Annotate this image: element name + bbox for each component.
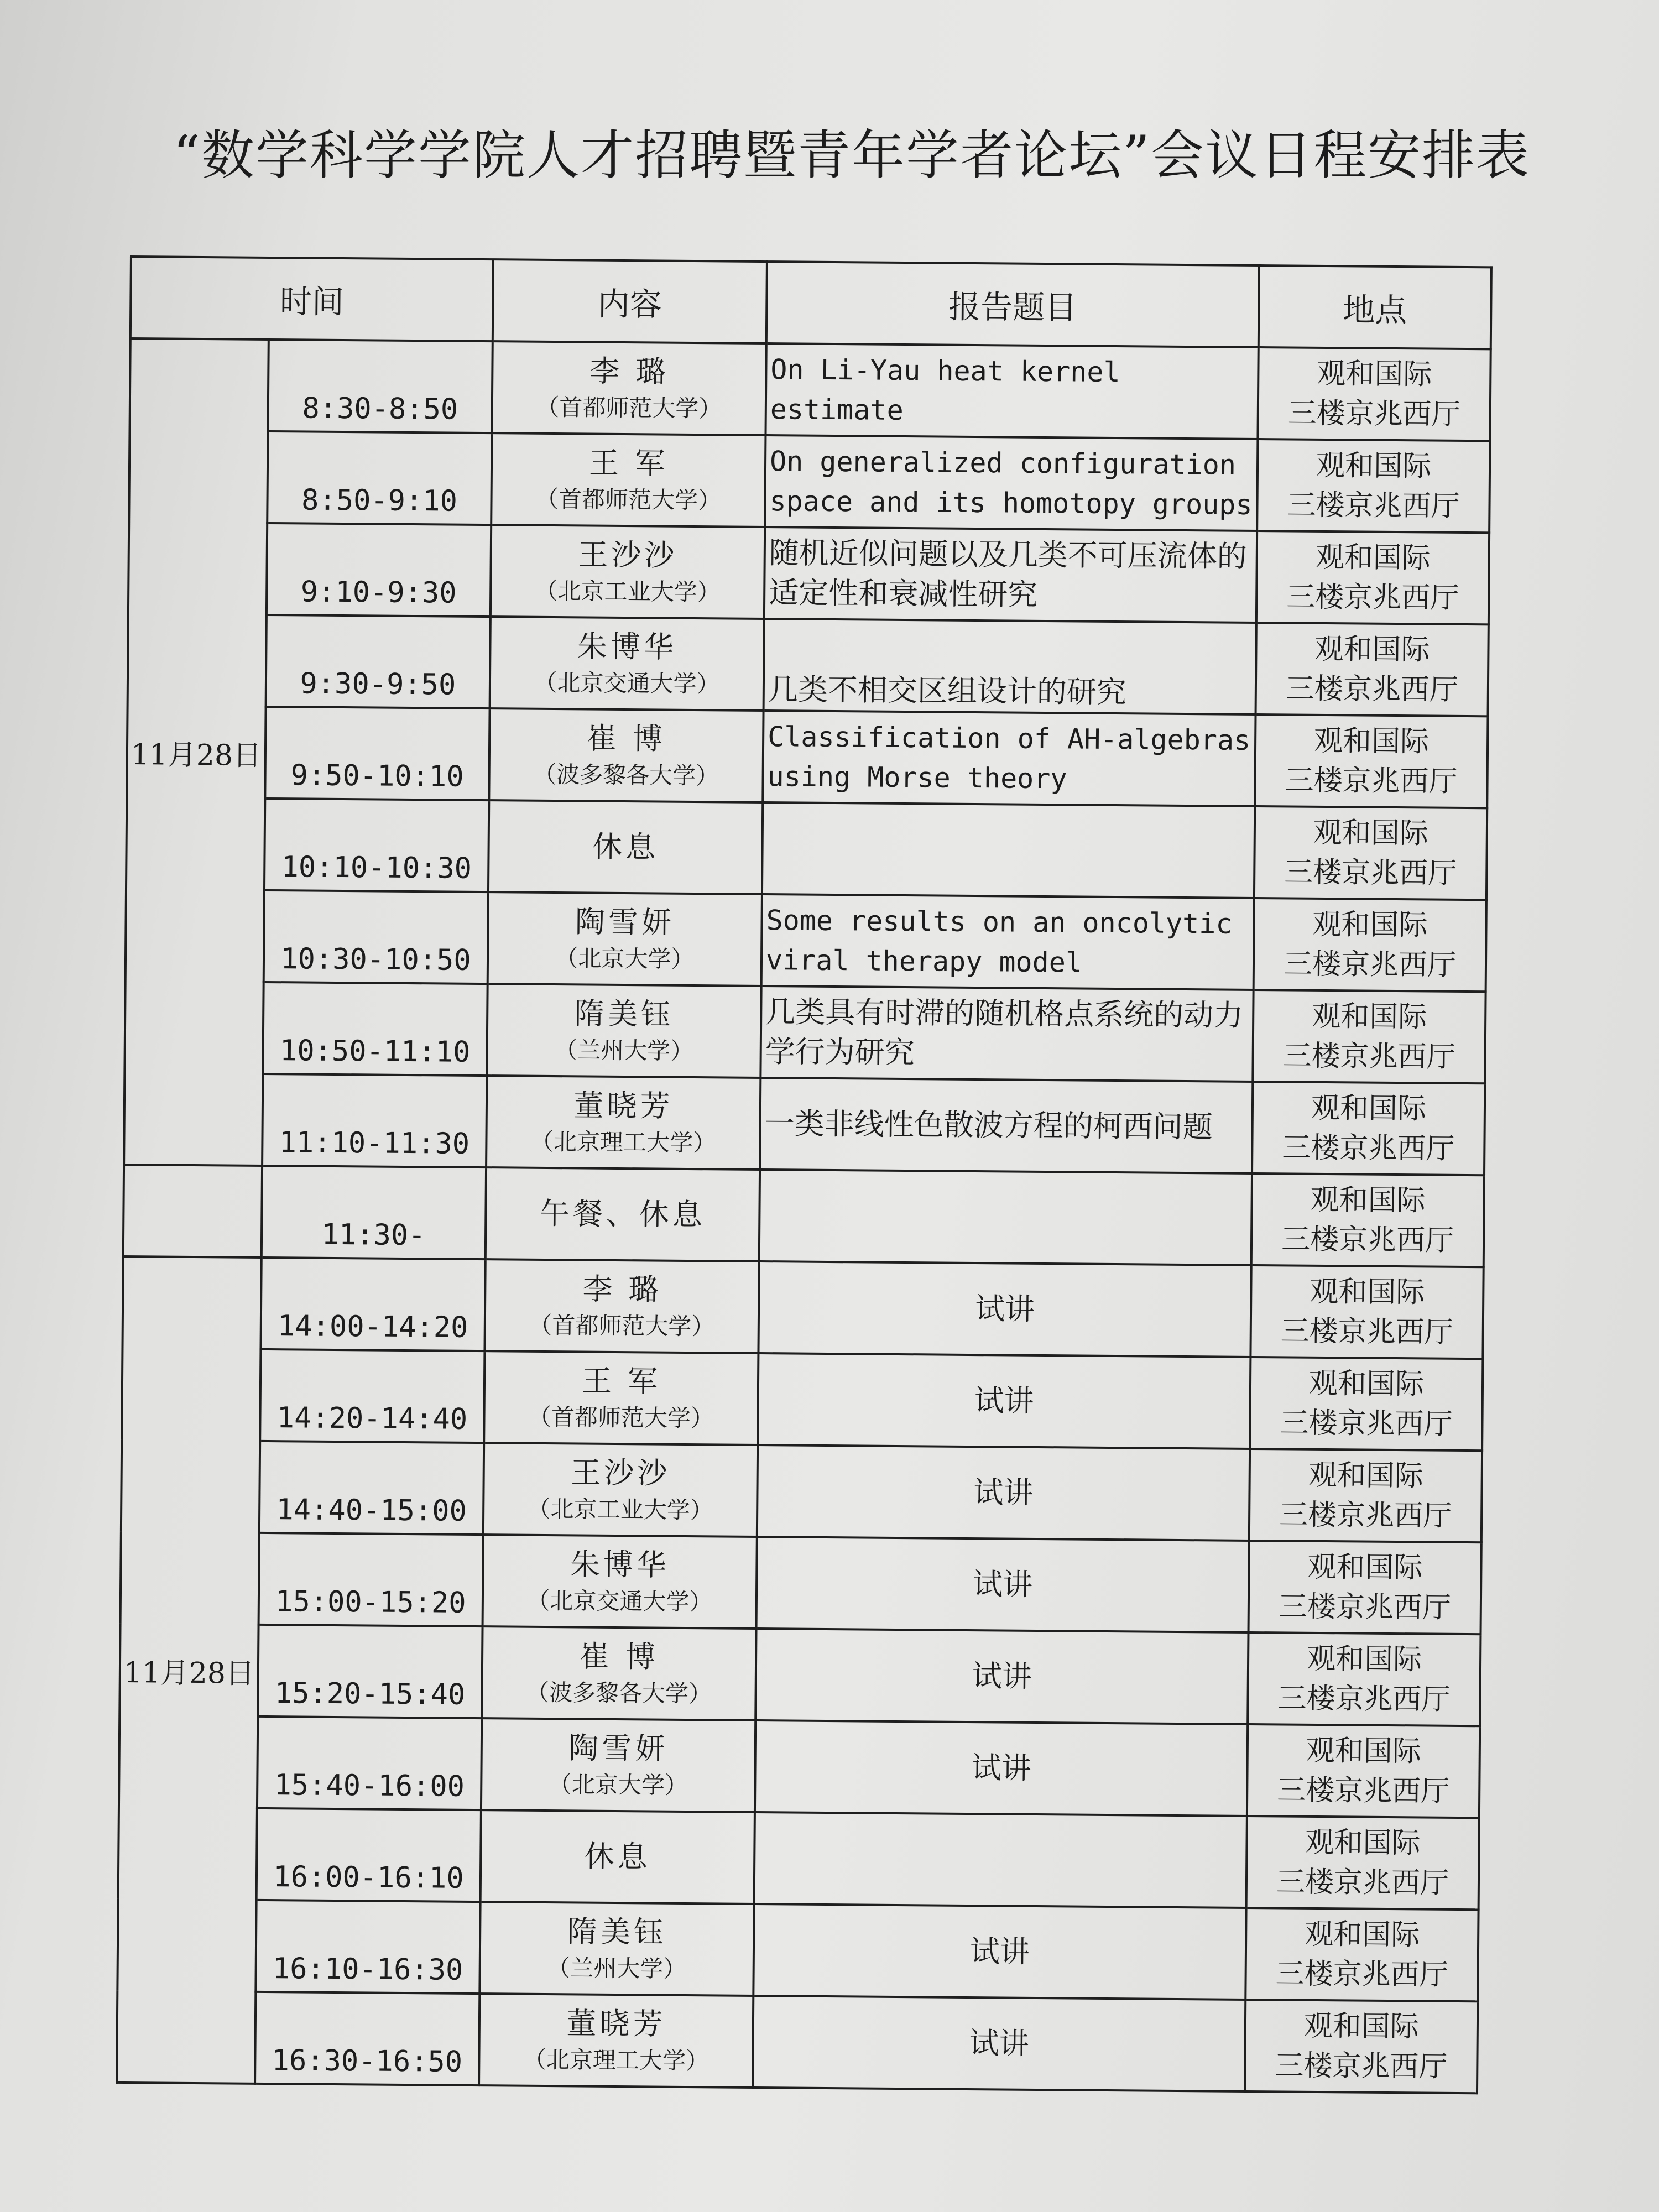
date-cell-morning: 11月28日 xyxy=(124,338,269,1166)
topic-cell: 试讲 xyxy=(758,1261,1251,1357)
topic-cell: Some results on an oncolytic viral therapy model xyxy=(761,894,1254,990)
speaker-cell xyxy=(484,1259,759,1353)
speaker-name: 王 军 xyxy=(581,1363,661,1399)
topic-cell: 几类具有时滞的随机格点系统的动力学行为研究 xyxy=(760,986,1253,1082)
place-line2: 三楼京兆西厅 xyxy=(1280,1314,1454,1349)
topic-cell: 几类不相交区组设计的研究 xyxy=(764,619,1256,714)
topic-cell: 试讲 xyxy=(755,1720,1248,1816)
speaker-cell xyxy=(488,892,762,986)
place-line1: 观和国际 xyxy=(1307,1550,1423,1585)
place-line1: 观和国际 xyxy=(1308,1366,1425,1401)
place-line1: 观和国际 xyxy=(1313,816,1429,851)
place-line2: 三楼京兆西厅 xyxy=(1282,1131,1455,1166)
table-row xyxy=(118,1807,1479,1910)
speaker-cell xyxy=(483,1443,758,1537)
place-cell xyxy=(1252,1082,1485,1175)
topic-cell: 试讲 xyxy=(757,1445,1250,1541)
place-line2: 三楼京兆西厅 xyxy=(1281,1223,1454,1258)
schedule-table xyxy=(116,255,1493,2094)
header-content: 内容 xyxy=(493,259,767,343)
speaker-name: 陶雪妍 xyxy=(568,1730,669,1766)
header-time: 时间 xyxy=(131,257,493,341)
time-cell: 14:00-14:20 xyxy=(260,1258,485,1351)
place-line1: 观和国际 xyxy=(1316,448,1432,483)
speaker-name: 王沙沙 xyxy=(571,1455,671,1491)
place-line1: 观和国际 xyxy=(1308,1458,1423,1493)
topic-cell-empty xyxy=(754,1812,1247,1908)
table-row xyxy=(117,1991,1478,2093)
time-cell: 8:50-9:10 xyxy=(267,431,492,525)
speaker-name: 王沙沙 xyxy=(578,537,678,573)
table-row xyxy=(127,706,1488,808)
speaker-name: 董晓芳 xyxy=(573,1088,674,1124)
speaker-unit: （波多黎各大学） xyxy=(533,760,719,790)
speaker-unit: （首都师范大学） xyxy=(535,485,722,514)
topic-cell-empty xyxy=(759,1170,1252,1265)
place-line1: 观和国际 xyxy=(1305,1825,1421,1860)
place-line1: 观和国际 xyxy=(1311,1091,1427,1126)
date-cell-afternoon: 11月28日 xyxy=(117,1256,262,2084)
topic-cell: Classification of AH-algebras using Morse theory xyxy=(763,711,1255,806)
speaker-name: 隋美钰 xyxy=(567,1914,667,1950)
place-line2: 三楼京兆西厅 xyxy=(1276,1865,1449,1900)
place-line1: 观和国际 xyxy=(1310,1183,1426,1218)
table-row xyxy=(128,522,1489,624)
place-line1: 观和国际 xyxy=(1315,540,1431,575)
place-cell xyxy=(1249,1541,1481,1634)
table-row xyxy=(128,614,1489,716)
place-cell xyxy=(1255,714,1488,808)
table-row xyxy=(121,1440,1482,1542)
place-cell xyxy=(1251,1173,1484,1267)
speaker-name: 朱博华 xyxy=(570,1547,670,1583)
place-line1: 观和国际 xyxy=(1304,1917,1420,1952)
place-cell xyxy=(1248,1632,1480,1726)
speaker-name: 朱博华 xyxy=(577,629,677,665)
speaker-cell xyxy=(491,433,765,527)
speaker-unit: （北京工业大学） xyxy=(527,1495,713,1524)
speaker-name: 陶雪妍 xyxy=(575,904,675,940)
place-cell xyxy=(1245,1908,1478,2001)
place-line2: 三楼京兆西厅 xyxy=(1280,1406,1453,1441)
break-label: 休息 xyxy=(592,829,659,865)
topic-cell: 试讲 xyxy=(753,1904,1246,2000)
speaker-name: 崔 博 xyxy=(586,721,666,757)
topic-cell-empty xyxy=(762,802,1255,898)
speaker-cell xyxy=(486,1076,760,1170)
speaker-name: 隋美钰 xyxy=(574,996,675,1032)
speaker-cell xyxy=(487,984,761,1078)
table-row xyxy=(119,1715,1480,1818)
place-line2: 三楼京兆西厅 xyxy=(1283,947,1457,982)
speaker-unit: （首都师范大学） xyxy=(536,393,722,422)
header-topic: 报告题目 xyxy=(766,262,1259,347)
place-line2: 三楼京兆西厅 xyxy=(1279,1498,1452,1533)
time-cell: 16:30-16:50 xyxy=(255,1992,479,2085)
place-line1: 观和国际 xyxy=(1306,1642,1422,1677)
table-row xyxy=(122,1348,1483,1451)
speaker-unit: （波多黎各大学） xyxy=(525,1678,712,1708)
table-row xyxy=(119,1624,1480,1726)
table-row xyxy=(117,1899,1478,2001)
place-cell xyxy=(1253,990,1485,1083)
speaker-unit: （北京工业大学） xyxy=(534,577,721,606)
header-row xyxy=(131,257,1491,349)
place-cell xyxy=(1245,2000,1478,2093)
time-cell: 15:40-16:00 xyxy=(257,1717,482,1810)
speaker-unit: （兰州大学） xyxy=(554,1036,694,1065)
time-cell: 10:50-11:10 xyxy=(263,982,487,1076)
place-cell xyxy=(1256,623,1489,716)
speaker-cell xyxy=(479,1994,753,2088)
place-line1: 观和国际 xyxy=(1312,999,1427,1034)
table-row xyxy=(123,1165,1484,1267)
speaker-cell xyxy=(490,617,764,711)
topic-cell: 试讲 xyxy=(753,1996,1245,2091)
time-cell: 10:10-10:30 xyxy=(264,799,489,892)
table-row xyxy=(122,1256,1483,1359)
place-line2: 三楼京兆西厅 xyxy=(1277,1682,1451,1717)
time-cell: 15:00-15:20 xyxy=(259,1533,483,1626)
speaker-cell xyxy=(489,708,763,802)
speaker-unit: （北京理工大学） xyxy=(530,1128,717,1157)
time-cell: 9:50-10:10 xyxy=(265,707,489,800)
topic-cell: 随机近似问题以及几类不可压流体的适定性和衰减性研究 xyxy=(764,527,1257,623)
speaker-cell xyxy=(484,1351,758,1445)
table-row xyxy=(121,1532,1481,1634)
time-cell: 15:20-15:40 xyxy=(258,1625,482,1718)
place-line2: 三楼京兆西厅 xyxy=(1286,580,1459,615)
speaker-cell xyxy=(492,341,766,435)
table-row xyxy=(124,981,1485,1083)
break-label: 休息 xyxy=(584,1839,651,1875)
speaker-name: 崔 博 xyxy=(579,1639,659,1674)
time-cell: 14:20-14:40 xyxy=(260,1349,484,1443)
speaker-name: 王 军 xyxy=(588,445,669,481)
place-line1: 观和国际 xyxy=(1312,907,1428,942)
table-row xyxy=(124,1073,1485,1175)
time-cell: 11:30- xyxy=(262,1166,486,1259)
place-line2: 三楼京兆西厅 xyxy=(1287,397,1461,431)
place-cell xyxy=(1250,1265,1483,1359)
speaker-cell xyxy=(482,1626,756,1720)
place-line2: 三楼京兆西厅 xyxy=(1285,672,1459,707)
time-cell: 16:00-16:10 xyxy=(257,1808,481,1902)
place-line2: 三楼京兆西厅 xyxy=(1285,764,1458,799)
place-cell xyxy=(1254,806,1487,900)
topic-cell: 试讲 xyxy=(758,1353,1250,1449)
speaker-cell xyxy=(479,1902,754,1996)
place-line2: 三楼京兆西厅 xyxy=(1278,1590,1452,1625)
time-cell: 8:30-8:50 xyxy=(268,340,493,433)
speaker-name: 李 璐 xyxy=(582,1271,662,1307)
speaker-unit: （北京交通大学） xyxy=(534,669,720,698)
place-cell xyxy=(1250,1357,1483,1451)
date-cell-lunch-empty xyxy=(123,1165,262,1258)
speaker-unit: （北京大学） xyxy=(548,1771,688,1799)
place-cell xyxy=(1254,898,1486,992)
speaker-unit: （兰州大学） xyxy=(547,1954,687,1983)
topic-cell: 试讲 xyxy=(755,1629,1248,1724)
table-row xyxy=(130,338,1491,441)
time-cell: 9:10-9:30 xyxy=(267,523,491,617)
place-line2: 三楼京兆西厅 xyxy=(1282,1039,1455,1074)
place-line1: 观和国际 xyxy=(1314,632,1430,667)
time-cell: 11:10-11:30 xyxy=(262,1074,487,1167)
place-line1: 观和国际 xyxy=(1317,357,1432,392)
place-line1: 观和国际 xyxy=(1306,1734,1422,1768)
place-line1: 观和国际 xyxy=(1303,2009,1420,2044)
place-line2: 三楼京兆西厅 xyxy=(1287,488,1460,523)
place-line1: 观和国际 xyxy=(1310,1275,1425,1310)
speaker-unit: （北京理工大学） xyxy=(523,2046,709,2075)
time-cell: 16:10-16:30 xyxy=(255,1900,480,1994)
place-cell xyxy=(1258,347,1490,441)
topic-cell: 试讲 xyxy=(757,1537,1249,1632)
place-cell xyxy=(1256,531,1489,624)
speaker-name: 李 璐 xyxy=(589,353,669,389)
place-line2: 三楼京兆西厅 xyxy=(1275,1957,1448,1992)
place-cell xyxy=(1246,1816,1479,1910)
time-cell: 10:30-10:50 xyxy=(264,890,488,984)
place-line2: 三楼京兆西厅 xyxy=(1284,855,1457,890)
speaker-cell xyxy=(491,525,765,619)
table-row xyxy=(126,797,1487,900)
speaker-name: 董晓芳 xyxy=(566,2006,666,2042)
place-line2: 三楼京兆西厅 xyxy=(1275,2049,1448,2084)
page-title: “数学科学学院人才招聘暨青年学者论坛”会议日程安排表 xyxy=(173,124,1531,186)
break-cell xyxy=(481,1810,755,1904)
header-place: 地点 xyxy=(1259,265,1491,349)
speaker-unit: （首都师范大学） xyxy=(528,1403,714,1432)
time-cell: 9:30-9:50 xyxy=(266,615,491,708)
speaker-cell xyxy=(483,1535,757,1629)
speaker-unit: （首都师范大学） xyxy=(529,1311,715,1340)
topic-cell: On generalized configuration space and its homotopy groups xyxy=(765,435,1258,531)
table-row xyxy=(126,889,1486,992)
lunch-label: 午餐、休息 xyxy=(539,1196,706,1233)
place-line1: 观和国际 xyxy=(1313,724,1430,759)
place-cell xyxy=(1249,1449,1482,1542)
topic-cell: On Li-Yau heat kernel estimate xyxy=(765,343,1258,439)
lunch-cell xyxy=(486,1167,760,1261)
place-cell xyxy=(1257,439,1490,533)
break-cell xyxy=(488,800,763,894)
place-line2: 三楼京兆西厅 xyxy=(1277,1773,1450,1808)
place-cell xyxy=(1247,1724,1480,1818)
speaker-cell xyxy=(481,1718,755,1812)
speaker-unit: （北京交通大学） xyxy=(526,1587,713,1616)
topic-cell: 一类非线性色散波方程的柯西问题 xyxy=(760,1078,1253,1173)
speaker-unit: （北京大学） xyxy=(555,945,695,973)
time-cell: 14:40-15:00 xyxy=(259,1441,484,1535)
table-row xyxy=(129,430,1490,533)
